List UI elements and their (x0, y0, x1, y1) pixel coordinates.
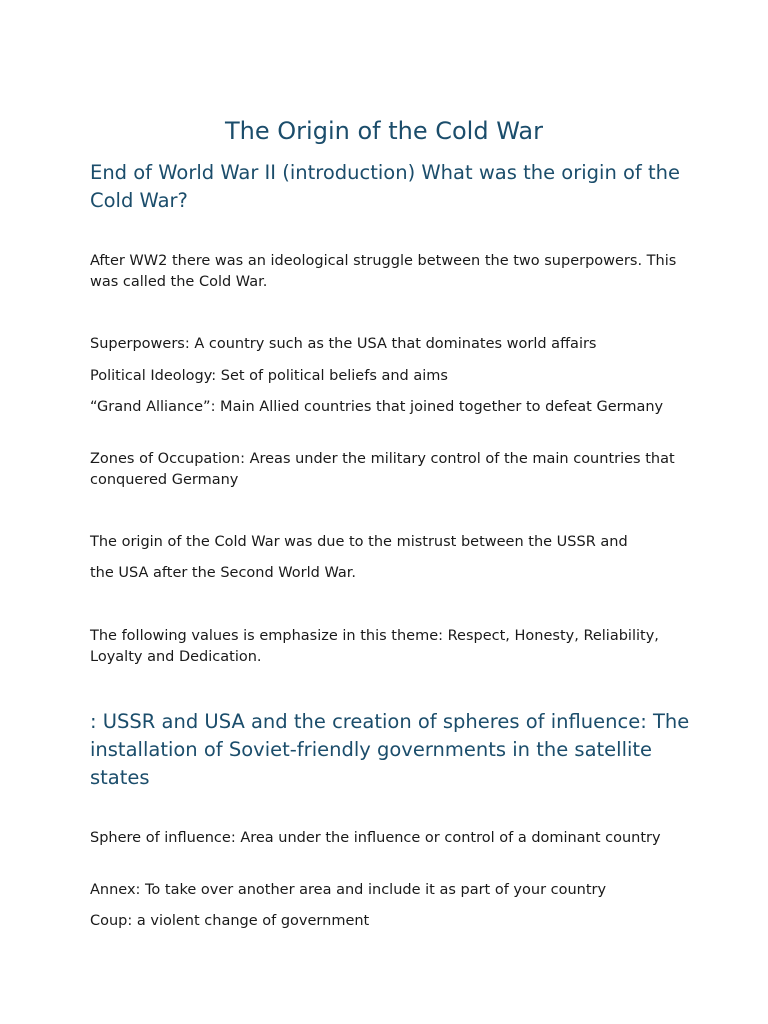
intro-paragraph: After WW2 there was an ideological struggle between the two superpowers. This was called the Cold War. (90, 253, 677, 290)
values-paragraph: The following values is emphasize in this theme: Respect, Honesty, Reliability, Loyalty and Dedication. (90, 628, 659, 665)
definition-annex: Annex: To take over another area and include it as part of your country (90, 882, 607, 898)
definition-grand-alliance: “Grand Alliance”: Main Allied countries that joined together to defeat Germany (90, 399, 664, 415)
definition-sphere-of-influence: Sphere of influence: Area under the influence or control of a dominant country (90, 830, 661, 846)
definition-zones-of-occupation: Zones of Occupation: Areas under the military control of the main countries that conquered Germany (90, 451, 675, 488)
page-title: The Origin of the Cold War (225, 117, 543, 145)
section-heading-1: End of World War II (introduction) What was the origin of the Cold War? (90, 161, 680, 212)
origin-paragraph-line-2: the USA after the Second World War. (90, 565, 357, 581)
definition-political-ideology: Political Ideology: Set of political beliefs and aims (90, 368, 448, 384)
definition-coup: Coup: a violent change of government (90, 913, 370, 929)
section-heading-2: : USSR and USA and the creation of spheres of influence: The installation of Soviet-friendly governments in the satellite states (90, 710, 690, 789)
definition-superpowers: Superpowers: A country such as the USA that dominates world affairs (90, 336, 597, 352)
origin-paragraph-line-1: The origin of the Cold War was due to the mistrust between the USSR and (90, 534, 628, 550)
